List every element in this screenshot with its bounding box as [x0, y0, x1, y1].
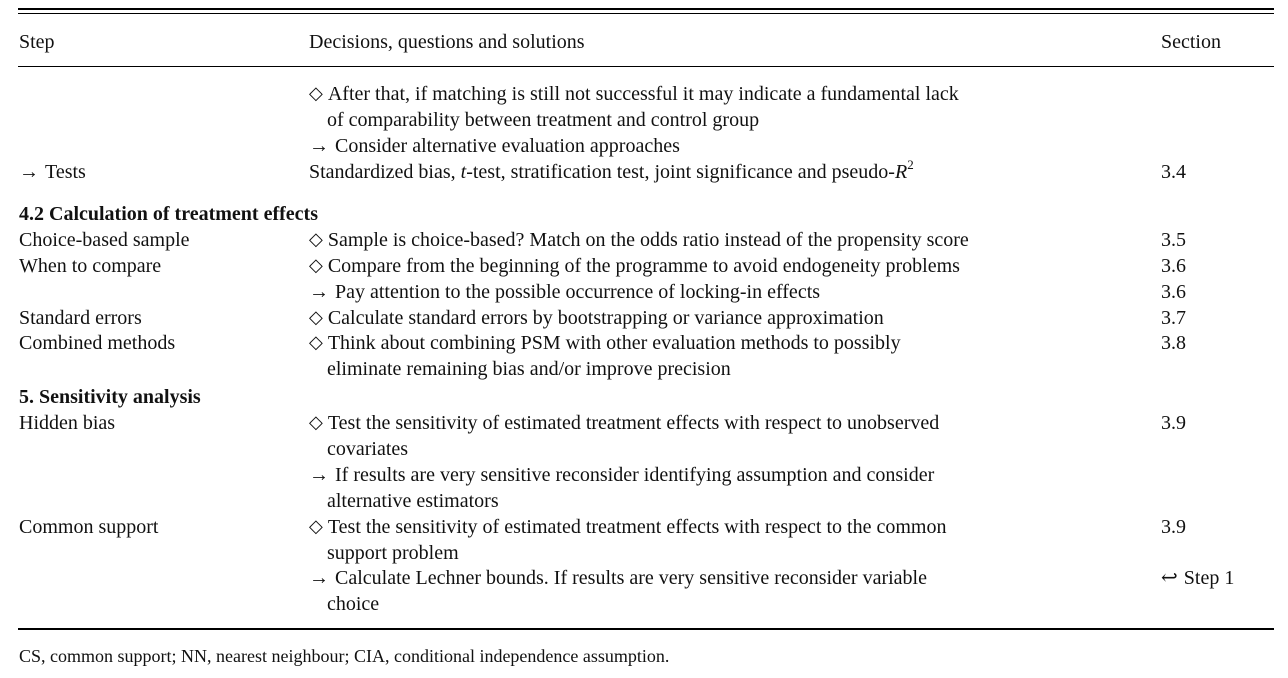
diamond-icon: ◇ [309, 255, 323, 275]
row-se-section: 3.7 [1161, 307, 1186, 329]
bottom-rule [18, 628, 1274, 630]
row-when-text: ◇ Compare from the beginning of the programme to avoid endogeneity problems [309, 255, 960, 277]
row-tests-step: → Tests [19, 161, 86, 183]
arrow-icon: → [309, 464, 329, 486]
diamond-icon: ◇ [309, 332, 323, 352]
arrow-icon: → [309, 135, 329, 157]
arrow-icon: → [309, 281, 329, 303]
diamond-icon: ◇ [309, 307, 323, 327]
diamond-icon: ◇ [309, 412, 323, 432]
row-cs-step: Common support [19, 516, 159, 538]
row-cs-text-line2: support problem [327, 542, 459, 564]
header-rule [18, 66, 1274, 67]
row-lock-section: 3.6 [1161, 281, 1186, 303]
row-comb-section: 3.8 [1161, 332, 1186, 354]
row-hidden-arrow-line1: → If results are very sensitive reconsider identifying assumption and consider [309, 464, 935, 486]
row-tests-text: Standardized bias, t-test, stratification test, joint significance and pseudo-$R^2$ [309, 157, 914, 183]
header-step: Step [19, 31, 55, 53]
row-cs-text-line1: ◇ Test the sensitivity of estimated treatment effects with respect to the common [309, 516, 947, 538]
section-heading-5: 5. Sensitivity analysis [19, 386, 201, 408]
row-cs-arrow-line1: → Calculate Lechner bounds. If results are very sensitive reconsider variable [309, 567, 927, 589]
header-section: Section [1161, 31, 1221, 53]
row-comb-text-line1: ◇ Think about combining PSM with other evaluation methods to possibly [309, 332, 901, 354]
row-cs-arrow-section: ↩ Step 1 [1161, 567, 1235, 589]
row-hidden-step: Hidden bias [19, 412, 116, 434]
row-se-step: Standard errors [19, 307, 142, 329]
table-footnote: CS, common support; NN, nearest neighbour; CIA, conditional independence assumption. [19, 646, 670, 666]
row-choice-section: 3.5 [1161, 229, 1186, 251]
row-continued-line1: ◇ After that, if matching is still not successful it may indicate a fundamental lack [309, 83, 959, 105]
row-tests-section: 3.4 [1161, 161, 1186, 183]
row-lock-text: → Pay attention to the possible occurrence of locking-in effects [309, 281, 821, 303]
row-continued-line2: of comparability between treatment and control group [327, 109, 760, 131]
arrow-icon: → [309, 567, 329, 589]
top-rule-2 [18, 13, 1274, 14]
row-when-step: When to compare [19, 255, 162, 277]
row-choice-step: Choice-based sample [19, 229, 190, 251]
top-rule-1 [18, 8, 1274, 10]
row-when-section: 3.6 [1161, 255, 1186, 277]
row-cs-arrow-line2: choice [327, 593, 380, 615]
row-comb-text-line2: eliminate remaining bias and/or improve precision [327, 358, 731, 380]
row-comb-step: Combined methods [19, 332, 176, 354]
row-cs-section: 3.9 [1161, 516, 1186, 538]
diamond-icon: ◇ [309, 516, 323, 536]
row-hidden-text-line2: covariates [327, 438, 409, 460]
row-choice-text: ◇ Sample is choice-based? Match on the odds ratio instead of the propensity score [309, 229, 969, 251]
row-se-text: ◇ Calculate standard errors by bootstrapping or variance approximation [309, 307, 884, 329]
row-continued-line3: → Consider alternative evaluation approaches [309, 135, 680, 157]
diamond-icon: ◇ [309, 83, 323, 103]
row-hidden-arrow-line2: alternative estimators [327, 490, 499, 512]
return-arrow-icon: ↩ [1161, 567, 1178, 589]
arrow-icon: → [19, 161, 39, 183]
row-hidden-section: 3.9 [1161, 412, 1186, 434]
diamond-icon: ◇ [309, 229, 323, 249]
row-hidden-text-line1: ◇ Test the sensitivity of estimated treatment effects with respect to unobserved [309, 412, 940, 434]
header-decisions: Decisions, questions and solutions [309, 31, 585, 53]
section-heading-4-2: 4.2 Calculation of treatment effects [19, 203, 318, 225]
